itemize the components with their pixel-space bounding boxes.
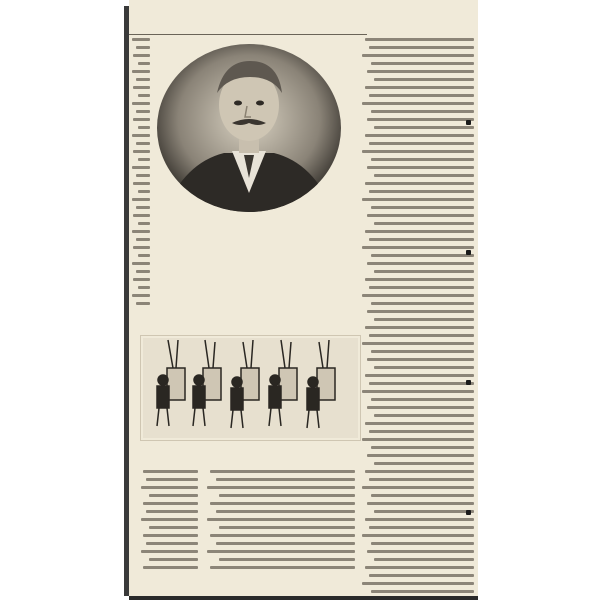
text-line-placeholder (371, 158, 474, 161)
text-line-placeholder (138, 62, 150, 65)
text-line-placeholder (132, 198, 150, 201)
text-line-placeholder (369, 526, 474, 529)
text-line-placeholder (367, 406, 474, 409)
text-line-placeholder (371, 590, 474, 593)
text-line-placeholder (210, 470, 356, 473)
text-line-placeholder (365, 38, 474, 41)
text-line-placeholder (133, 86, 150, 89)
text-line-placeholder (371, 446, 474, 449)
text-line-placeholder (367, 166, 474, 169)
text-line-placeholder (367, 70, 474, 73)
text-line-placeholder (362, 486, 474, 489)
text-line-placeholder (369, 334, 474, 337)
text-line-placeholder (367, 262, 474, 265)
text-line-placeholder (369, 94, 474, 97)
text-line-placeholder (216, 510, 356, 513)
text-line-placeholder (369, 430, 474, 433)
text-line-placeholder (149, 558, 198, 561)
text-line-placeholder (374, 126, 474, 129)
text-line-placeholder (369, 478, 474, 481)
text-line-placeholder (365, 470, 474, 473)
text-line-placeholder (369, 286, 474, 289)
binding-edge (124, 6, 129, 596)
text-line-placeholder (367, 454, 474, 457)
binder-hole (466, 380, 471, 385)
text-line-placeholder (146, 542, 198, 545)
text-line-placeholder (365, 182, 474, 185)
text-line-placeholder (374, 222, 474, 225)
text-line-placeholder (371, 302, 474, 305)
text-line-placeholder (136, 78, 150, 81)
text-line-placeholder (365, 86, 474, 89)
text-line-placeholder (138, 190, 150, 193)
text-line-placeholder (365, 230, 474, 233)
text-line-placeholder (136, 110, 150, 113)
text-line-placeholder (143, 566, 198, 569)
text-line-placeholder (149, 526, 198, 529)
text-line-placeholder (136, 238, 150, 241)
text-line-placeholder (143, 470, 198, 473)
text-line-placeholder (374, 414, 474, 417)
text-line-placeholder (362, 534, 474, 537)
text-line-placeholder (138, 286, 150, 289)
text-line-placeholder (141, 486, 198, 489)
text-line-placeholder (132, 38, 150, 41)
text-line-placeholder (371, 254, 474, 257)
text-line-placeholder (143, 534, 198, 537)
text-line-placeholder (367, 502, 474, 505)
text-line-placeholder (216, 478, 356, 481)
text-line-placeholder (362, 294, 474, 297)
text-line-placeholder (374, 174, 474, 177)
text-line-placeholder (374, 270, 474, 273)
text-line-placeholder (136, 174, 150, 177)
text-line-placeholder (367, 358, 474, 361)
text-line-placeholder (146, 510, 198, 513)
text-line-placeholder (369, 46, 474, 49)
previous-page-text (130, 38, 150, 318)
text-line-placeholder (136, 302, 150, 305)
text-line-placeholder (133, 214, 150, 217)
lower-middle-text-column (205, 470, 355, 580)
text-line-placeholder (371, 494, 474, 497)
text-line-placeholder (369, 142, 474, 145)
text-line-placeholder (374, 510, 474, 513)
text-line-placeholder (132, 230, 150, 233)
text-line-placeholder (365, 134, 474, 137)
text-line-placeholder (362, 582, 474, 585)
text-line-placeholder (367, 118, 474, 121)
text-line-placeholder (362, 198, 474, 201)
scan-background-left (0, 0, 128, 600)
text-line-placeholder (374, 558, 474, 561)
text-line-placeholder (133, 54, 150, 57)
text-line-placeholder (371, 350, 474, 353)
text-line-placeholder (362, 54, 474, 57)
text-line-placeholder (216, 542, 356, 545)
text-line-placeholder (374, 462, 474, 465)
text-line-placeholder (367, 214, 474, 217)
right-text-column (360, 38, 474, 598)
text-line-placeholder (374, 366, 474, 369)
text-line-placeholder (362, 150, 474, 153)
text-line-placeholder (210, 566, 356, 569)
text-line-placeholder (367, 310, 474, 313)
text-line-placeholder (371, 542, 474, 545)
text-line-placeholder (138, 158, 150, 161)
text-line-placeholder (362, 342, 474, 345)
text-line-placeholder (133, 182, 150, 185)
text-line-placeholder (365, 374, 474, 377)
text-line-placeholder (210, 534, 356, 537)
text-line-placeholder (362, 102, 474, 105)
text-line-placeholder (207, 518, 356, 521)
text-line-placeholder (207, 550, 356, 553)
text-line-placeholder (141, 550, 198, 553)
header-rule (129, 34, 367, 35)
text-line-placeholder (365, 566, 474, 569)
text-line-placeholder (369, 574, 474, 577)
text-line-placeholder (371, 110, 474, 113)
text-line-placeholder (219, 494, 356, 497)
text-line-placeholder (362, 390, 474, 393)
text-line-placeholder (146, 478, 198, 481)
text-line-placeholder (362, 246, 474, 249)
binder-hole (466, 510, 471, 515)
text-line-placeholder (143, 502, 198, 505)
text-line-placeholder (210, 502, 356, 505)
text-line-placeholder (371, 206, 474, 209)
text-line-placeholder (133, 118, 150, 121)
text-line-placeholder (219, 526, 356, 529)
text-line-placeholder (136, 142, 150, 145)
text-line-placeholder (133, 150, 150, 153)
text-line-placeholder (365, 518, 474, 521)
text-line-placeholder (138, 254, 150, 257)
binder-hole (466, 250, 471, 255)
text-line-placeholder (138, 126, 150, 129)
text-line-placeholder (138, 94, 150, 97)
text-line-placeholder (132, 134, 150, 137)
text-line-placeholder (133, 246, 150, 249)
text-line-placeholder (365, 278, 474, 281)
text-line-placeholder (369, 382, 474, 385)
text-line-placeholder (138, 222, 150, 225)
text-line-placeholder (132, 166, 150, 169)
text-line-placeholder (369, 238, 474, 241)
text-line-placeholder (149, 494, 198, 497)
text-line-placeholder (374, 318, 474, 321)
text-line-placeholder (207, 486, 356, 489)
text-line-placeholder (371, 62, 474, 65)
text-line-placeholder (219, 558, 356, 561)
text-line-placeholder (367, 550, 474, 553)
text-line-placeholder (141, 518, 198, 521)
text-line-placeholder (132, 102, 150, 105)
portrait-photo (154, 43, 344, 213)
text-line-placeholder (133, 278, 150, 281)
text-line-placeholder (132, 70, 150, 73)
binder-hole (466, 120, 471, 125)
text-line-placeholder (136, 46, 150, 49)
text-line-placeholder (369, 190, 474, 193)
text-line-placeholder (371, 398, 474, 401)
text-line-placeholder (132, 262, 150, 265)
text-line-placeholder (132, 294, 150, 297)
portrait-caption-frame (150, 212, 350, 228)
text-line-placeholder (365, 326, 474, 329)
text-line-placeholder (365, 422, 474, 425)
text-line-placeholder (136, 206, 150, 209)
cartoon-illustration (143, 338, 358, 438)
text-line-placeholder (374, 78, 474, 81)
lower-left-text-column (140, 470, 198, 580)
text-line-placeholder (362, 438, 474, 441)
scan-background-right (478, 0, 600, 600)
text-line-placeholder (136, 270, 150, 273)
